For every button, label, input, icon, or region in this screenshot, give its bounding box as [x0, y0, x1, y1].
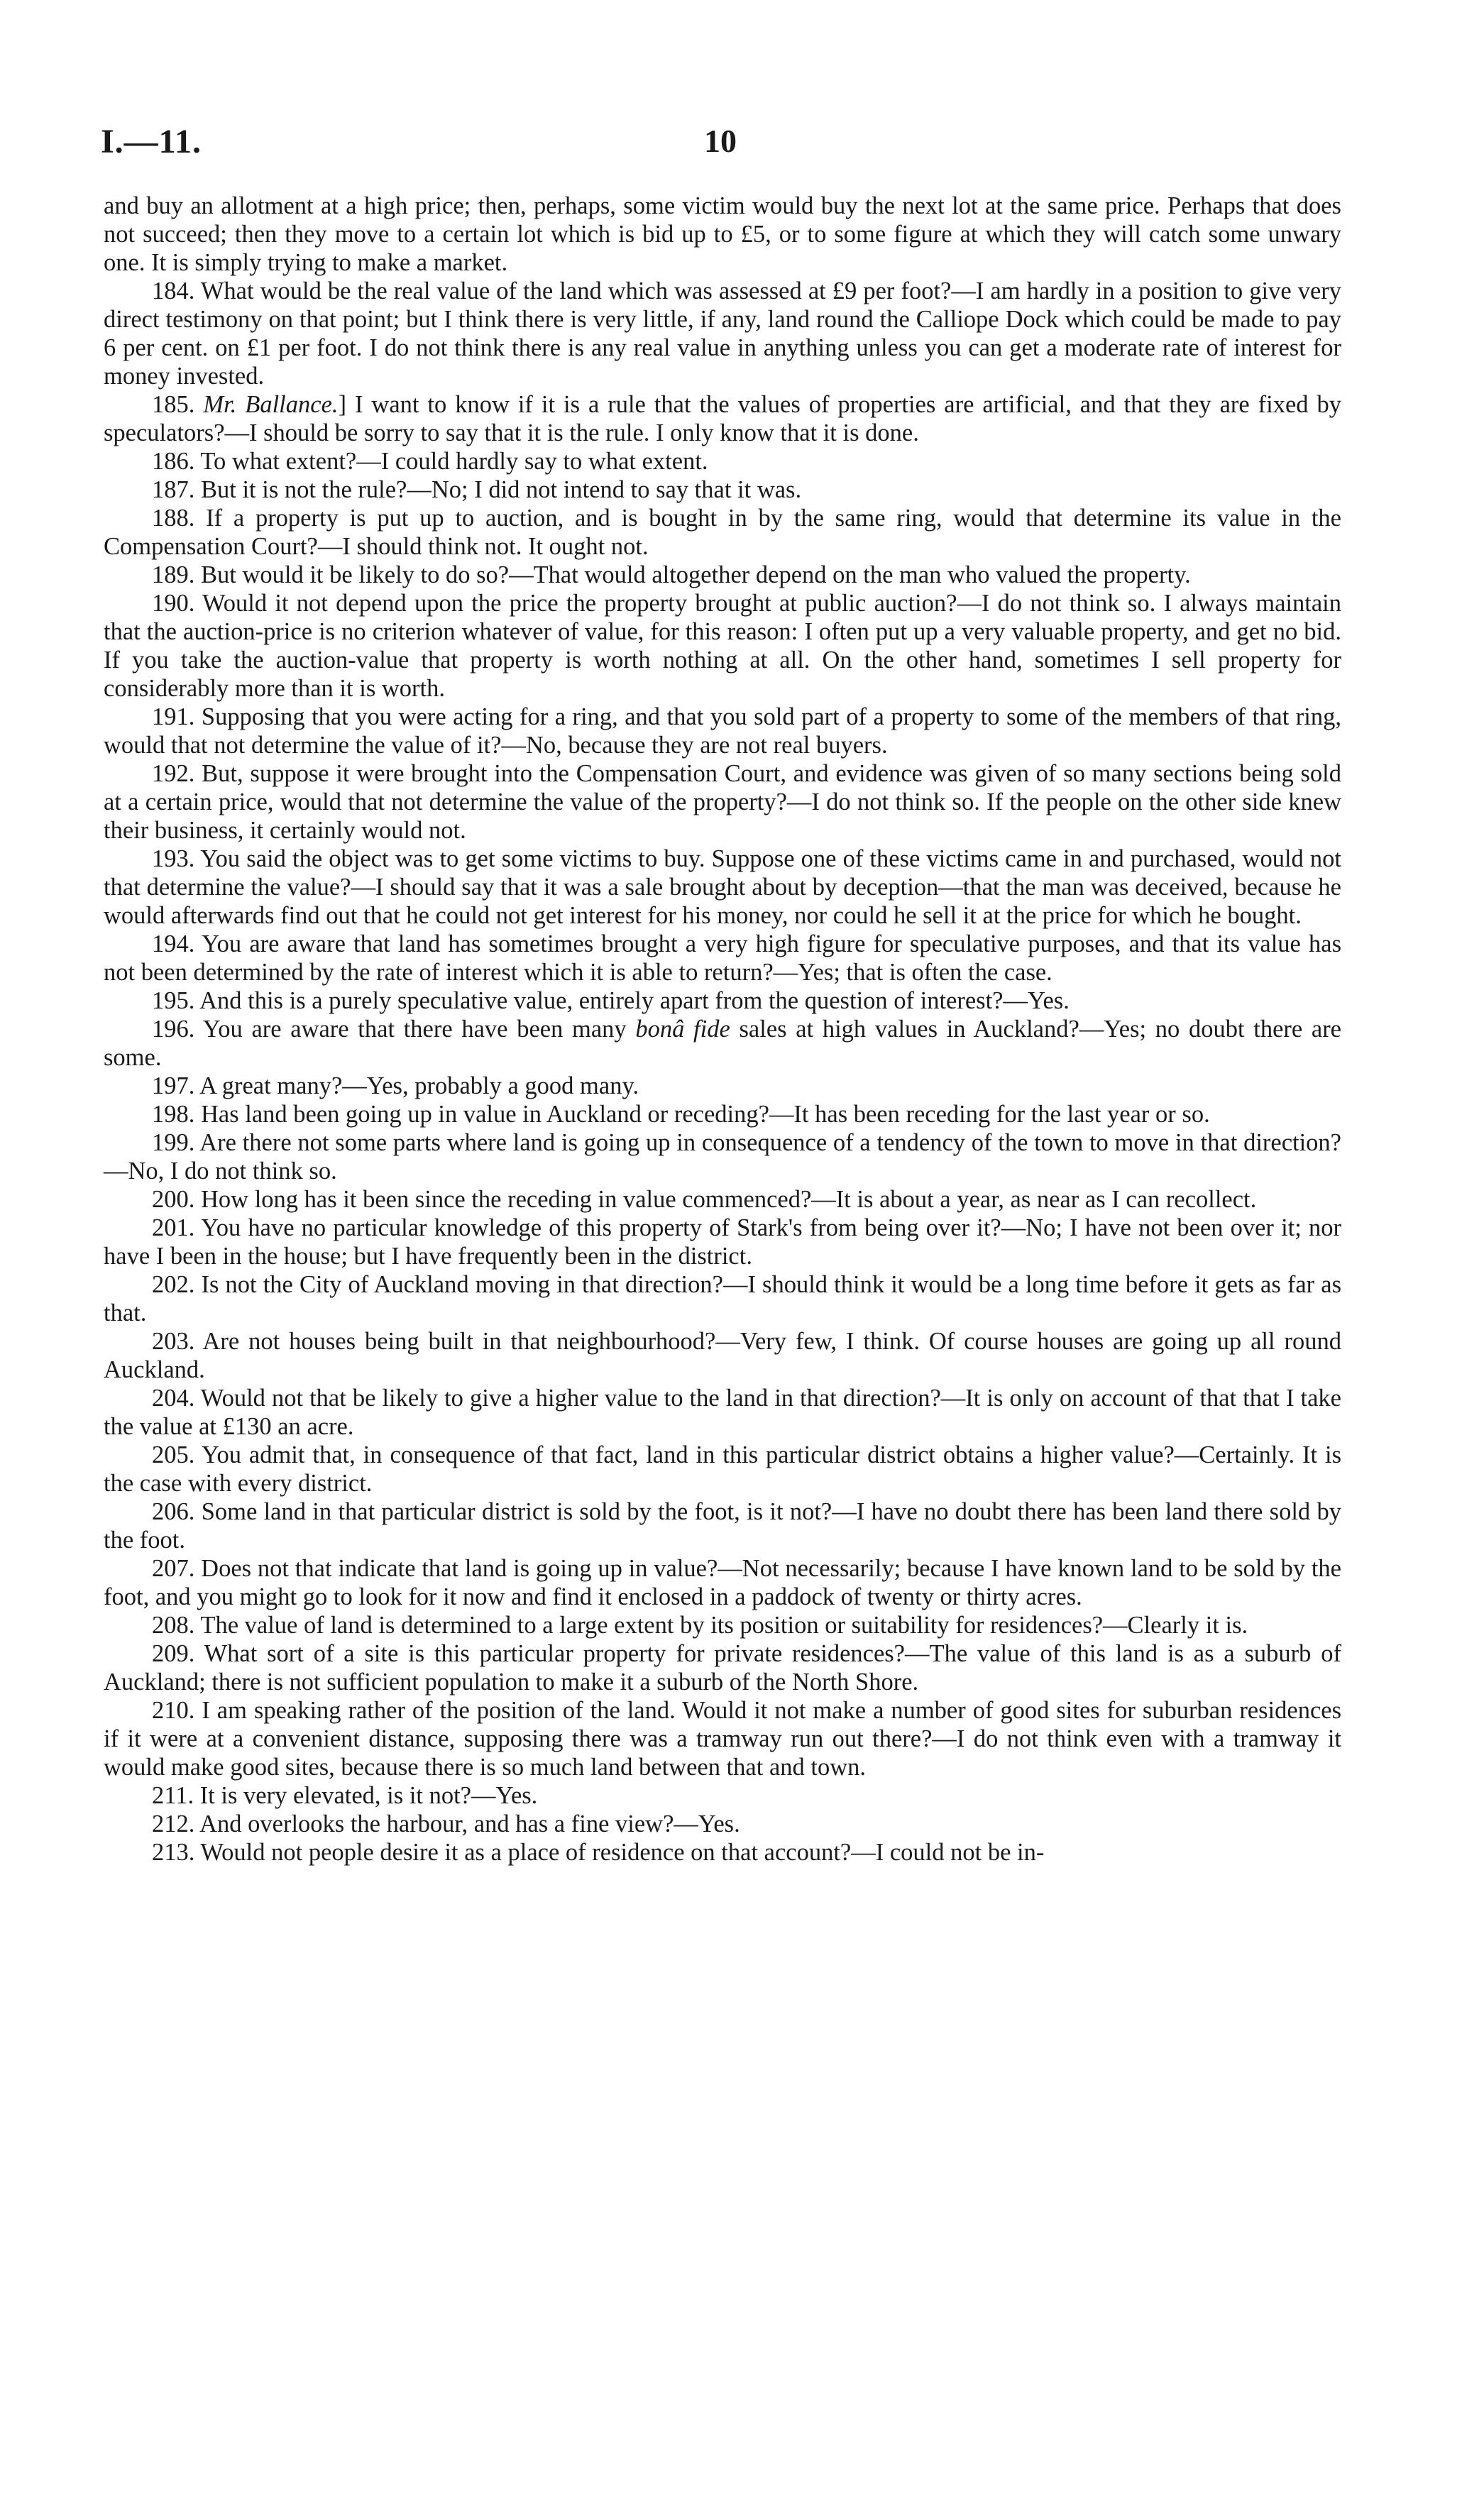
paragraph-continuation: and buy an allotment at a high price; then, perhaps, some victim would buy the next lot at the same price. Perhaps that does not succeed; then they move to a certain lot which is bid up to £5, or to some figure at which they will catch some unwary one. It is simply trying to make a market.	[104, 192, 1341, 276]
page-number: 10	[704, 123, 737, 159]
paragraph-188: 188. If a property is put up to auction, and is bought in by the same ring, would that determine its value in the Compensation Court?—I should think not. It ought not.	[104, 505, 1341, 560]
paragraph-198: 198. Has land been going up in value in Auckland or receding?—It has been receding for the last year or so.	[152, 1101, 1210, 1128]
paragraph-186: 186. To what extent?—I could hardly say to what extent.	[152, 448, 708, 475]
paragraph-189: 189. But would it be likely to do so?—That would altogether depend on the man who valued the property.	[152, 561, 1191, 588]
question-text-start: 196. You are aware that there have been many	[152, 1016, 636, 1043]
page-body	[104, 192, 1341, 1867]
paragraph-200: 200. How long has it been since the receding in value commenced?—It is about a year, as near as I can recollect.	[152, 1186, 1257, 1213]
speaker-name: Mr. Ballance.	[203, 391, 339, 418]
paragraph-205: 205. You admit that, in consequence of that fact, land in this particular district obtains a higher value?—Certainly. It is the case with every district.	[104, 1441, 1341, 1497]
paragraph-212: 212. And overlooks the harbour, and has a fine view?—Yes.	[152, 1810, 740, 1837]
question-text: ] I want to know if it is a rule that the values of properties are artificial, and that they are fixed by speculators?—I should be sorry to say that it is the rule. I only know that it is done.	[104, 391, 1342, 446]
paper-reference: I.—11.	[101, 123, 202, 160]
paragraph-210: 210. I am speaking rather of the position of the land. Would it not make a number of good sites for suburban residences if it were at a convenient distance, supposing there was a tramway run out there?—I do not think even with a tramway it would make good sites, because there is so much land between that and town.	[104, 1697, 1341, 1781]
paragraph-213: 213. Would not people desire it as a place of residence on that account?—I could not be in-	[152, 1839, 1045, 1866]
paragraph-203: 203. Are not houses being built in that neighbourhood?—Very few, I think. Of course houses are going up all round Auckland.	[104, 1328, 1341, 1383]
paragraph-194: 194. You are aware that land has sometimes brought a very high figure for speculative purposes, and that its value has not been determined by the rate of interest which it is able to return?—Yes; that is often the case.	[104, 930, 1341, 986]
paragraph-206: 206. Some land in that particular district is sold by the foot, is it not?—I have no doubt there has been land there sold by the foot.	[104, 1498, 1341, 1554]
paragraph-209: 209. What sort of a site is this particular property for private residences?—The value of this land is as a suburb of Auckland; there is not sufficient population to make it a suburb of the North Shore.	[104, 1640, 1341, 1696]
question-text-end: sales at high values in Auckland?—Yes; no doubt there are some.	[104, 1016, 1341, 1071]
paragraph-187: 187. But it is not the rule?—No; I did not intend to say that it was.	[152, 476, 802, 503]
latin-phrase: bonâ fide	[635, 1016, 730, 1043]
paragraph-195: 195. And this is a purely speculative value, entirely apart from the question of interest?—Yes.	[152, 987, 1070, 1014]
paragraph-208: 208. The value of land is determined to a large extent by its position or suitability for residences?—Clearly it is.	[152, 1612, 1248, 1639]
paragraph-190: 190. Would it not depend upon the price the property brought at public auction?—I do not think so. I always maintain that the auction-price is no criterion whatever of value, for this reason: I often put up a very valuable property, and get no bid. If you take the auction-value that property is worth nothing at all. On the other hand, sometimes I sell property for considerably more than it is worth.	[104, 590, 1341, 702]
paragraph-211: 211. It is very elevated, is it not?—Yes.	[152, 1782, 538, 1809]
paragraph-191: 191. Supposing that you were acting for a ring, and that you sold part of a property to some of the members of that ring, would that not determine the value of it?—No, because they are not real buyers.	[104, 703, 1341, 759]
paragraph-204: 204. Would not that be likely to give a higher value to the land in that direction?—It is only on account of that that I take the value at £130 an acre.	[104, 1385, 1341, 1440]
paragraph-193: 193. You said the object was to get some victims to buy. Suppose one of these victims came in and purchased, would not that determine the value?—I should say that it was a sale brought about by deception—that the man was deceived, because he would afterwards find out that he could not get interest for his money, nor could he sell it at the price for which he bought.	[104, 845, 1341, 929]
paragraph-199: 199. Are there not some parts where land is going up in consequence of a tendency of the town to move in that direction?—No, I do not think so.	[104, 1129, 1341, 1185]
paragraph-197: 197. A great many?—Yes, probably a good many.	[152, 1072, 639, 1099]
paragraph-185	[104, 390, 1341, 447]
paragraph-201: 201. You have no particular knowledge of this property of Stark's from being over it?—No; I have not been over it; nor have I been in the house; but I have frequently been in the district.	[104, 1214, 1341, 1270]
paragraph-202: 202. Is not the City of Auckland moving in that direction?—I should think it would be a long time before it gets as far as that.	[104, 1271, 1341, 1326]
question-number: 185.	[152, 391, 195, 418]
paragraph-196	[104, 1015, 1341, 1072]
page-header	[101, 122, 1350, 172]
paragraph-207: 207. Does not that indicate that land is going up in value?—Not necessarily; because I have known land to be sold by the foot, and you might go to look for it now and find it enclosed in a paddock of twenty or thirty acres.	[104, 1555, 1341, 1610]
paragraph-184: 184. What would be the real value of the land which was assessed at £9 per foot?—I am hardly in a position to give very direct testimony on that point; but I think there is very little, if any, land round the Calliope Dock which could be made to pay 6 per cent. on £1 per foot. I do not think there is any real value in anything unless you can get a moderate rate of interest for money invested.	[104, 277, 1341, 390]
paragraph-192: 192. But, suppose it were brought into the Compensation Court, and evidence was given of so many sections being sold at a certain price, would that not determine the value of the property?—I do not think so. If the people on the other side knew their business, it certainly would not.	[104, 760, 1341, 844]
